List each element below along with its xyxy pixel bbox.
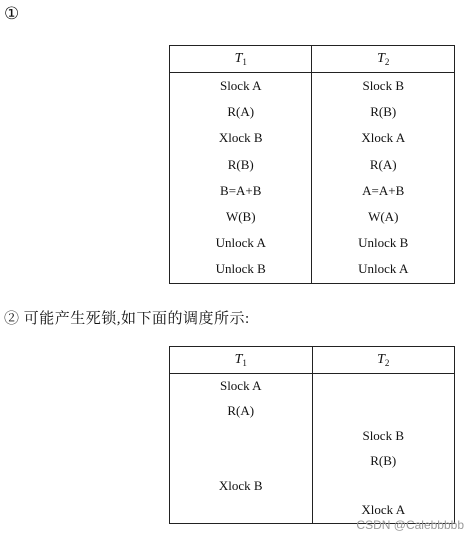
table-row	[170, 230, 455, 256]
table-row	[170, 178, 455, 204]
table-cell: Slock A	[170, 374, 313, 399]
table-cell: Xlock A	[312, 125, 455, 151]
section-2-heading: ② 可能产生死锁,如下面的调度所示:	[4, 311, 250, 327]
table-cell: Xlock A	[312, 498, 455, 523]
table-row	[170, 204, 455, 230]
table-cell: Slock B	[312, 73, 455, 100]
table-cell: R(A)	[170, 99, 312, 125]
column-header-t2: $T_2$	[312, 46, 455, 73]
table-cell: Unlock B	[312, 230, 455, 256]
table-cell	[170, 448, 313, 473]
table-row	[170, 399, 455, 424]
table-cell: Unlock B	[170, 256, 312, 283]
table-row	[170, 374, 455, 399]
table-cell: W(B)	[170, 204, 312, 230]
schedule-table-2	[169, 346, 455, 524]
table-row	[170, 125, 455, 151]
table-row	[170, 473, 455, 498]
table-cell: R(B)	[170, 152, 312, 178]
table-cell: Unlock A	[312, 256, 455, 283]
table-cell: R(A)	[170, 399, 313, 424]
table-row	[170, 99, 455, 125]
table-cell: Slock A	[170, 73, 312, 100]
table-cell: A=A+B	[312, 178, 455, 204]
table-cell: R(B)	[312, 99, 455, 125]
table-cell: R(A)	[312, 152, 455, 178]
table-row	[170, 152, 455, 178]
table-cell	[312, 399, 455, 424]
watermark: CSDN @Calebbbbb	[356, 518, 464, 532]
table-header-row	[170, 46, 455, 73]
schedule-table-1	[169, 45, 455, 284]
column-header-t1: $T_1$	[170, 46, 312, 73]
table-cell: W(A)	[312, 204, 455, 230]
table-cell: B=A+B	[170, 178, 312, 204]
table-cell: R(B)	[312, 448, 455, 473]
table-header-row	[170, 347, 455, 374]
table-row	[170, 424, 455, 449]
column-header-t2: $T_2$	[312, 347, 455, 374]
table-cell	[312, 473, 455, 498]
table-row	[170, 448, 455, 473]
table-row	[170, 256, 455, 283]
table-cell: Unlock A	[170, 230, 312, 256]
table-cell: Xlock B	[170, 125, 312, 151]
table-cell	[170, 424, 313, 449]
column-header-t1: $T_1$	[170, 347, 313, 374]
section-1-marker: ①	[4, 4, 20, 23]
table-row	[170, 73, 455, 100]
table-cell: Xlock B	[170, 473, 313, 498]
table-cell	[170, 498, 313, 523]
table-cell	[312, 374, 455, 399]
table-cell: Slock B	[312, 424, 455, 449]
